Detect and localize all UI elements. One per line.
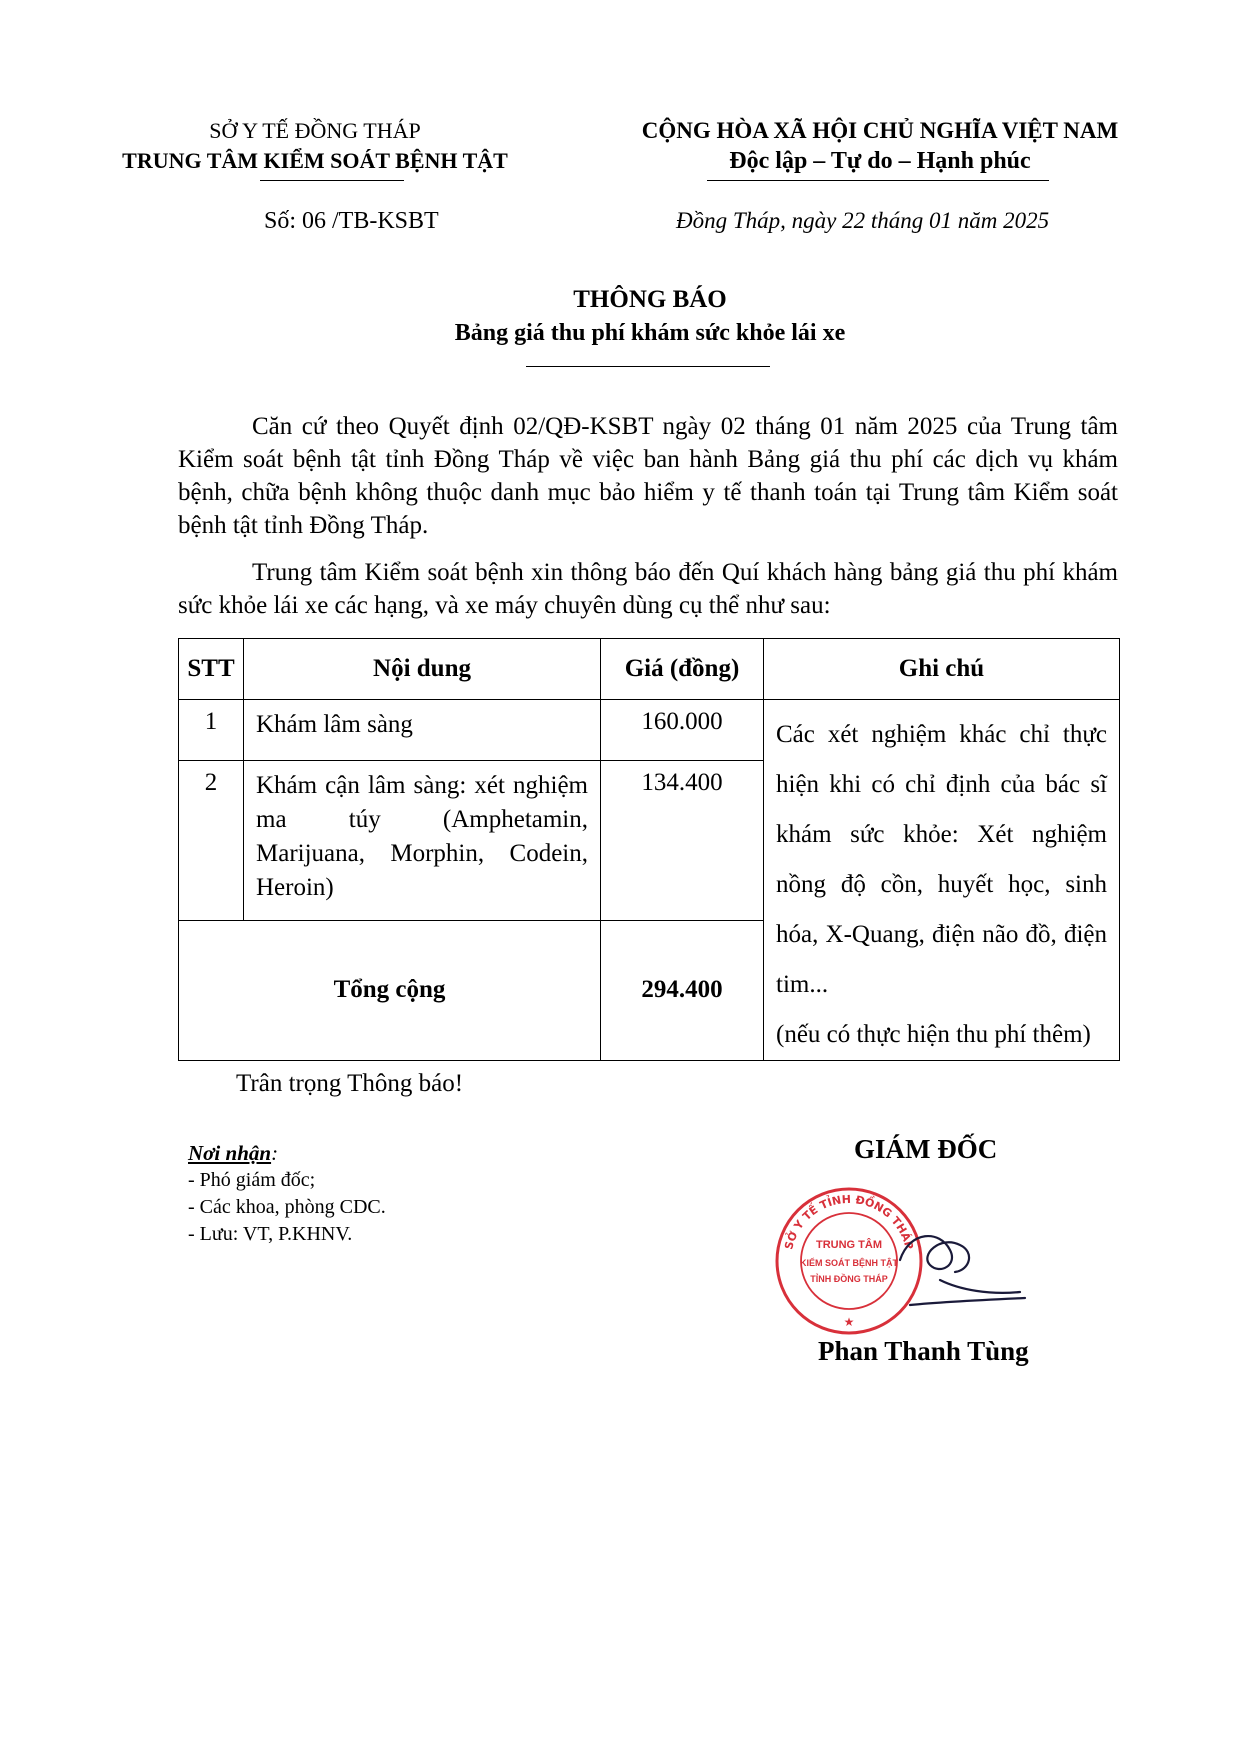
stamp-ring-text: SỞ Y TẾ TỈNH ĐỒNG THÁP: [782, 1192, 916, 1251]
stamp-line-2: KIỂM SOÁT BỆNH TẬT: [800, 1258, 898, 1268]
agency-parent: SỞ Y TẾ ĐỒNG THÁP: [209, 118, 421, 143]
doc-subtitle: Bảng giá thu phí khám sức khỏe lái xe: [454, 320, 846, 346]
table-row: [179, 700, 1120, 761]
row-content: Khám lâm sàng: [244, 700, 601, 761]
total-label: Tổng cộng: [179, 920, 601, 1060]
header-stt: STT: [179, 639, 244, 700]
note-extra: (nếu có thực hiện thu phí thêm): [776, 1021, 1091, 1048]
motto-underline: [707, 180, 1049, 181]
table-header-row: [179, 639, 1120, 700]
body-paragraph-2: Trung tâm Kiểm soát bệnh xin thông báo đến Quí khách hàng bảng giá thu phí khám sức khỏe lái xe các hạng, và xe máy chuyên dùng cụ thể như sau:: [178, 559, 1118, 619]
doc-title: THÔNG BÁO: [573, 286, 727, 313]
header-content: Nội dung: [244, 639, 601, 700]
doc-number: Số: 06 /TB-KSBT: [264, 208, 439, 234]
stamp-line-3: TỈNH ĐỒNG THÁP: [810, 1274, 888, 1284]
recipient-item: - Các khoa, phòng CDC.: [188, 1196, 386, 1218]
total-value: 294.400: [601, 920, 764, 1060]
body-paragraph-1: Căn cứ theo Quyết định 02/QĐ-KSBT ngày 02 tháng 01 năm 2025 của Trung tâm Kiểm soát bệnh tật tỉnh Đồng Tháp về việc ban hành Bảng giá thu phí các dịch vụ khám bệnh, chữa bệnh không thuộc danh mục bảo hiểm y tế thanh toán tại Trung tâm Kiểm soát bệnh tật tỉnh Đồng Tháp.: [178, 413, 1118, 539]
recipients-colon: :: [271, 1141, 279, 1165]
signer-title: GIÁM ĐỐC: [854, 1134, 998, 1164]
agency-block: [120, 116, 510, 176]
recipients-block: [188, 1140, 386, 1248]
row-price: 160.000: [601, 700, 764, 761]
note-cell: [764, 700, 1120, 1061]
country-block: [620, 116, 1140, 176]
place-date: Đồng Tháp, ngày 22 tháng 01 năm 2025: [676, 208, 1050, 233]
recipient-item: - Phó giám đốc;: [188, 1169, 316, 1191]
recipient-item: - Lưu: VT, P.KHNV.: [188, 1223, 353, 1245]
svg-text:★: ★: [843, 1315, 855, 1329]
motto: Độc lập – Tự do – Hạnh phúc: [729, 148, 1031, 174]
row-price: 134.400: [601, 760, 764, 920]
note-text: Các xét nghiệm khác chỉ thực hiện khi có chỉ định của bác sĩ khám sức khỏe: Xét nghiệm nồng độ cồn, huyết học, sinh hóa, X-Quang, điện não đồ, điện tim...: [776, 721, 1107, 998]
agency-underline: [260, 180, 404, 181]
agency-name: TRUNG TÂM KIỂM SOÁT BỆNH TẬT: [122, 148, 508, 173]
title-underline: [526, 366, 770, 367]
handwritten-signature: [880, 1210, 1030, 1330]
fee-table: [178, 638, 1120, 1061]
recipients-label: Nơi nhận: [188, 1141, 272, 1165]
country-name: CỘNG HÒA XÃ HỘI CHỦ NGHĨA VIỆT NAM: [641, 118, 1119, 143]
closing-line: Trân trọng Thông báo!: [236, 1070, 464, 1097]
header-price: Giá (đồng): [601, 639, 764, 700]
row-content: Khám cận lâm sàng: xét nghiệm ma túy (Amphetamin, Marijuana, Morphin, Codein, Heroin): [244, 760, 601, 920]
row-stt: 1: [179, 700, 244, 761]
row-stt: 2: [179, 760, 244, 920]
stamp-line-1: TRUNG TÂM: [816, 1239, 882, 1251]
header-note: Ghi chú: [764, 639, 1120, 700]
signer-name: Phan Thanh Tùng: [818, 1336, 1029, 1366]
